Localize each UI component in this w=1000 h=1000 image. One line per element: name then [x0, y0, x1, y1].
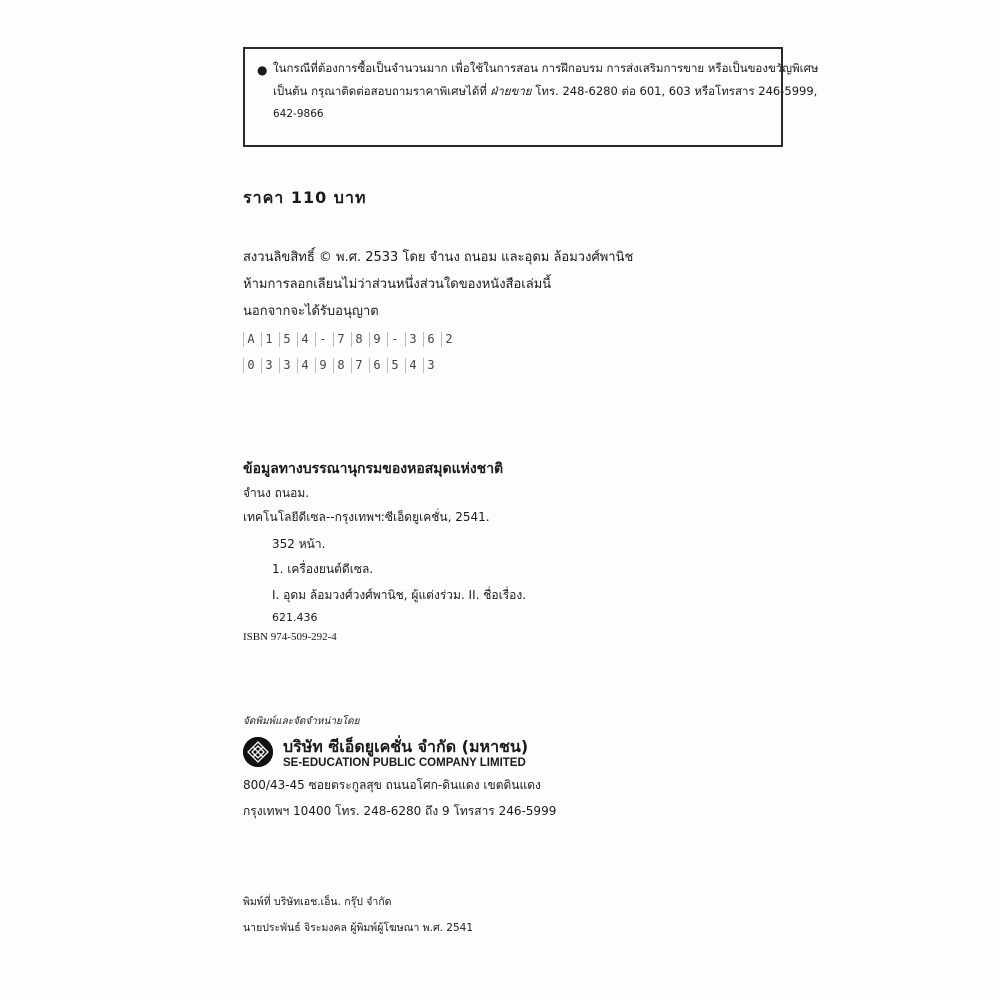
code-char: 8 [333, 358, 348, 373]
notice-line-3: 642-9866 [273, 108, 324, 120]
sales-department: ฝ่ายขาย [490, 84, 532, 98]
cip-subject: 1. เครื่องยนต์ดีเซล. [272, 562, 374, 576]
printer-line-2: นายประพันธ์ จิระมงคล ผู้พิมพ์ผู้โฆษณา พ.ศ. 2541 [243, 922, 474, 934]
code-char: 2 [441, 332, 456, 347]
print-code-row-1 [243, 332, 459, 348]
code-char: - [315, 332, 330, 347]
cip-title: ข้อมูลทางบรรณานุกรมของหอสมุดแห่งชาติ [243, 461, 504, 477]
code-char: 3 [279, 358, 294, 373]
code-char: 4 [297, 358, 312, 373]
code-char: 5 [387, 358, 402, 373]
print-code-row-2 [243, 358, 441, 374]
cip-author: จำนง ถนอม. [243, 486, 310, 500]
code-char: - [387, 332, 402, 347]
code-char: 9 [369, 332, 384, 347]
publisher-address-line-1: 800/43-45 ซอยตระกูลสุข ถนนอโศก-ดินแดง เขตดินแดง [243, 778, 541, 792]
publisher-name-english: SE-EDUCATION PUBLIC COMPANY LIMITED [283, 757, 526, 769]
cip-pages: 352 หน้า. [272, 537, 326, 551]
cip-class-number: 621.436 [272, 611, 318, 624]
code-char: 4 [297, 332, 312, 347]
copyright-line-1: สงวนลิขสิทธิ์ © พ.ศ. 2533 โดย จำนง ถนอม และอุดม ล้อมวงศ์พานิช [243, 250, 634, 265]
notice-line-2-prefix: เป็นต้น กรุณาติดต่อสอบถามราคาพิเศษได้ที่ [273, 84, 487, 98]
code-char: 3 [423, 358, 438, 373]
notice-line-2-suffix: โทร. 248-6280 ต่อ 601, 603 หรือโทรสาร 246-5999, [535, 84, 818, 98]
code-char: 6 [369, 358, 384, 373]
price-label: ราคา 110 บาท [243, 188, 367, 207]
code-char: 3 [261, 358, 276, 373]
cip-added-entries: I. อุดม ล้อมวงศ์วงศ์พานิช, ผู้แต่งร่วม. II. ชื่อเรื่อง. [272, 588, 527, 602]
bullet-icon: ● [257, 63, 268, 77]
printer-line-1: พิมพ์ที่ บริษัทเอช.เอ็น. กรุ๊ป จำกัด [243, 896, 392, 908]
code-char: 0 [243, 358, 258, 373]
cip-imprint: เทคโนโลยีดีเซล--กรุงเทพฯ:ซีเอ็ดยูเคชั่น, 2541. [243, 510, 490, 524]
code-char: 7 [351, 358, 366, 373]
bulk-purchase-notice-box [243, 47, 819, 147]
notice-line-1: ในกรณีที่ต้องการซื้อเป็นจำนวนมาก เพื่อใช้ในการสอน การฝึกอบรม การส่งเสริมการขาย หรือเป็นของขวัญพิเศษ [273, 61, 819, 75]
publisher-name-thai: บริษัท ซีเอ็ดยูเคชั่น จำกัด (มหาชน) [283, 737, 529, 756]
code-char: 5 [279, 332, 294, 347]
isbn: ISBN 974-509-292-4 [243, 631, 337, 643]
publisher-logo-icon [243, 737, 273, 767]
code-char: 3 [405, 332, 420, 347]
code-char: 8 [351, 332, 366, 347]
copyright-line-2: ห้ามการลอกเลียนไม่ว่าส่วนหนึ่งส่วนใดของหนังสือเล่มนี้ [243, 277, 552, 292]
code-char: 6 [423, 332, 438, 347]
code-char: 4 [405, 358, 420, 373]
notice-line-2 [273, 80, 817, 103]
copyright-line-3: นอกจากจะได้รับอนุญาต [243, 304, 379, 319]
code-char: A [243, 332, 258, 347]
code-char: 1 [261, 332, 276, 347]
publisher-address-line-2: กรุงเทพฯ 10400 โทร. 248-6280 ถึง 9 โทรสาร 246-5999 [243, 804, 557, 818]
code-char: 7 [333, 332, 348, 347]
code-char: 9 [315, 358, 330, 373]
publisher-label: จัดพิมพ์และจัดจำหน่ายโดย [243, 716, 360, 727]
